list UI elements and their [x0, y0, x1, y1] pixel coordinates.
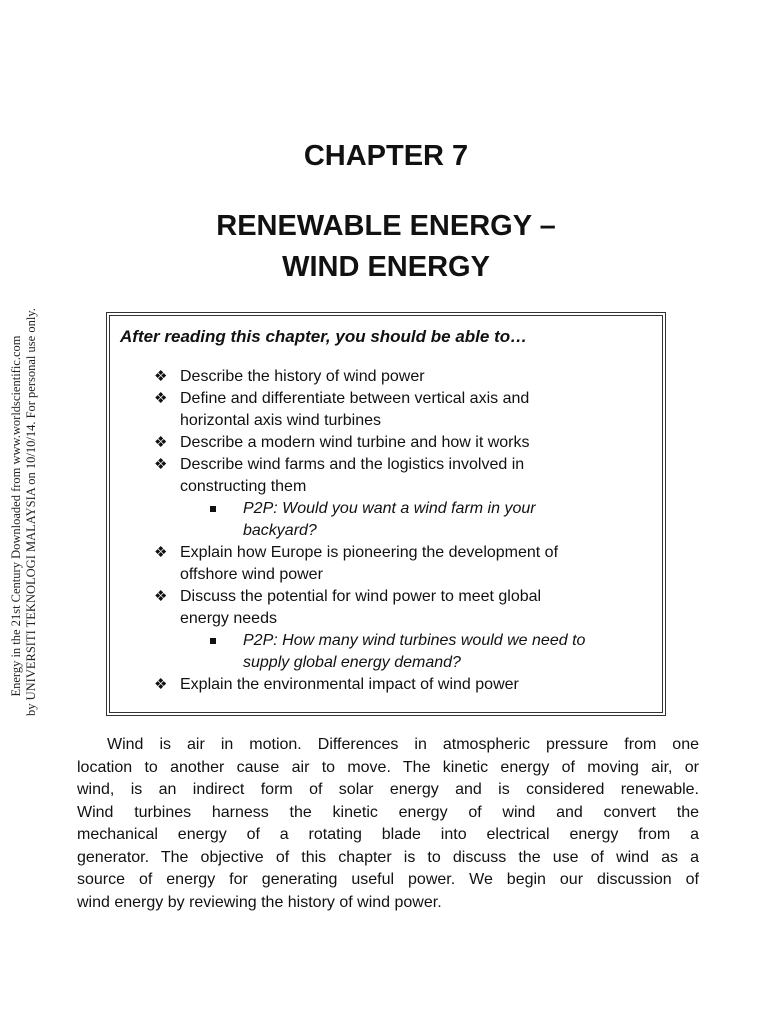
- learning-objectives-heading: After reading this chapter, you should be able to…: [120, 327, 528, 346]
- diamond-bullet-icon: ❖: [154, 390, 168, 407]
- objective-text: Describe wind farms and the logistics involved in: [180, 456, 525, 473]
- square-bullet-icon: [210, 638, 216, 644]
- learning-objectives-list: [150, 366, 650, 696]
- p2p-question-text: P2P: How many wind turbines would we need to: [243, 632, 586, 649]
- diamond-bullet-icon: ❖: [154, 676, 168, 693]
- diamond-bullet-icon: ❖: [154, 368, 168, 385]
- paragraph-line: mechanical energy of a rotating blade into electrical energy from a: [77, 826, 699, 843]
- diamond-bullet-icon: ❖: [154, 456, 168, 473]
- chapter-title-line: WIND ENERGY: [282, 251, 490, 283]
- intro-paragraph: [77, 734, 699, 914]
- objective-item: [150, 366, 650, 388]
- diamond-bullet-icon: ❖: [154, 544, 168, 561]
- p2p-question-text: P2P: Would you want a wind farm in your: [243, 500, 536, 517]
- objective-text: Discuss the potential for wind power to meet global: [180, 588, 542, 605]
- objective-text: offshore wind power: [180, 566, 323, 583]
- objective-item: [150, 674, 650, 696]
- objective-item: [150, 542, 650, 586]
- learning-objectives-box: [106, 312, 666, 716]
- objective-item: [150, 388, 650, 432]
- chapter-title-line: RENEWABLE ENERGY –: [216, 210, 556, 242]
- diamond-bullet-icon: ❖: [154, 434, 168, 451]
- paragraph-line: generator. The objective of this chapter is to discuss the use of wind as a: [77, 848, 699, 866]
- objective-text: Describe a modern wind turbine and how it works: [180, 434, 530, 451]
- objective-text: Explain how Europe is pioneering the development of: [180, 544, 559, 561]
- paragraph-line: wind, is an indirect form of solar energy and is considered renewable.: [77, 781, 699, 798]
- learning-objectives-frame: [109, 315, 663, 713]
- p2p-question-text: supply global energy demand?: [243, 654, 461, 671]
- paragraph-line: source of energy for generating useful power. We begin our discussion of: [77, 871, 699, 888]
- objective-item: [150, 586, 650, 630]
- objective-text: horizontal axis wind turbines: [180, 412, 381, 429]
- objective-text: Describe the history of wind power: [180, 368, 425, 385]
- square-bullet-icon: [210, 506, 216, 512]
- p2p-question-item: [150, 498, 650, 542]
- diamond-bullet-icon: ❖: [154, 588, 168, 605]
- download-notice-line: Energy in the 21st Century Downloaded from www.worldscientific.com: [9, 335, 23, 697]
- chapter-title: [0, 206, 768, 288]
- objective-text: energy needs: [180, 610, 277, 627]
- chapter-number: CHAPTER 7: [303, 140, 469, 172]
- objective-text: constructing them: [180, 478, 307, 495]
- download-notice: [4, 308, 44, 716]
- download-notice-text: [9, 308, 39, 716]
- objective-text: Define and differentiate between vertical axis and: [180, 390, 530, 407]
- paragraph-line: Wind is air in motion. Differences in atmospheric pressure from one: [107, 736, 699, 753]
- p2p-question-text: backyard?: [243, 522, 317, 539]
- paragraph-line: Wind turbines harness the kinetic energy of wind and convert the: [77, 803, 699, 821]
- p2p-question-item: [150, 630, 650, 674]
- download-notice-line: by UNIVERSITI TEKNOLOGI MALAYSIA on 10/10/14. For personal use only.: [24, 308, 38, 716]
- objective-text: Explain the environmental impact of wind power: [180, 676, 519, 693]
- objective-item: [150, 454, 650, 498]
- paragraph-line: wind energy by reviewing the history of wind power.: [77, 893, 442, 911]
- objective-item: [150, 432, 650, 454]
- paragraph-line: location to another cause air to move. The kinetic energy of moving air, or: [77, 758, 699, 776]
